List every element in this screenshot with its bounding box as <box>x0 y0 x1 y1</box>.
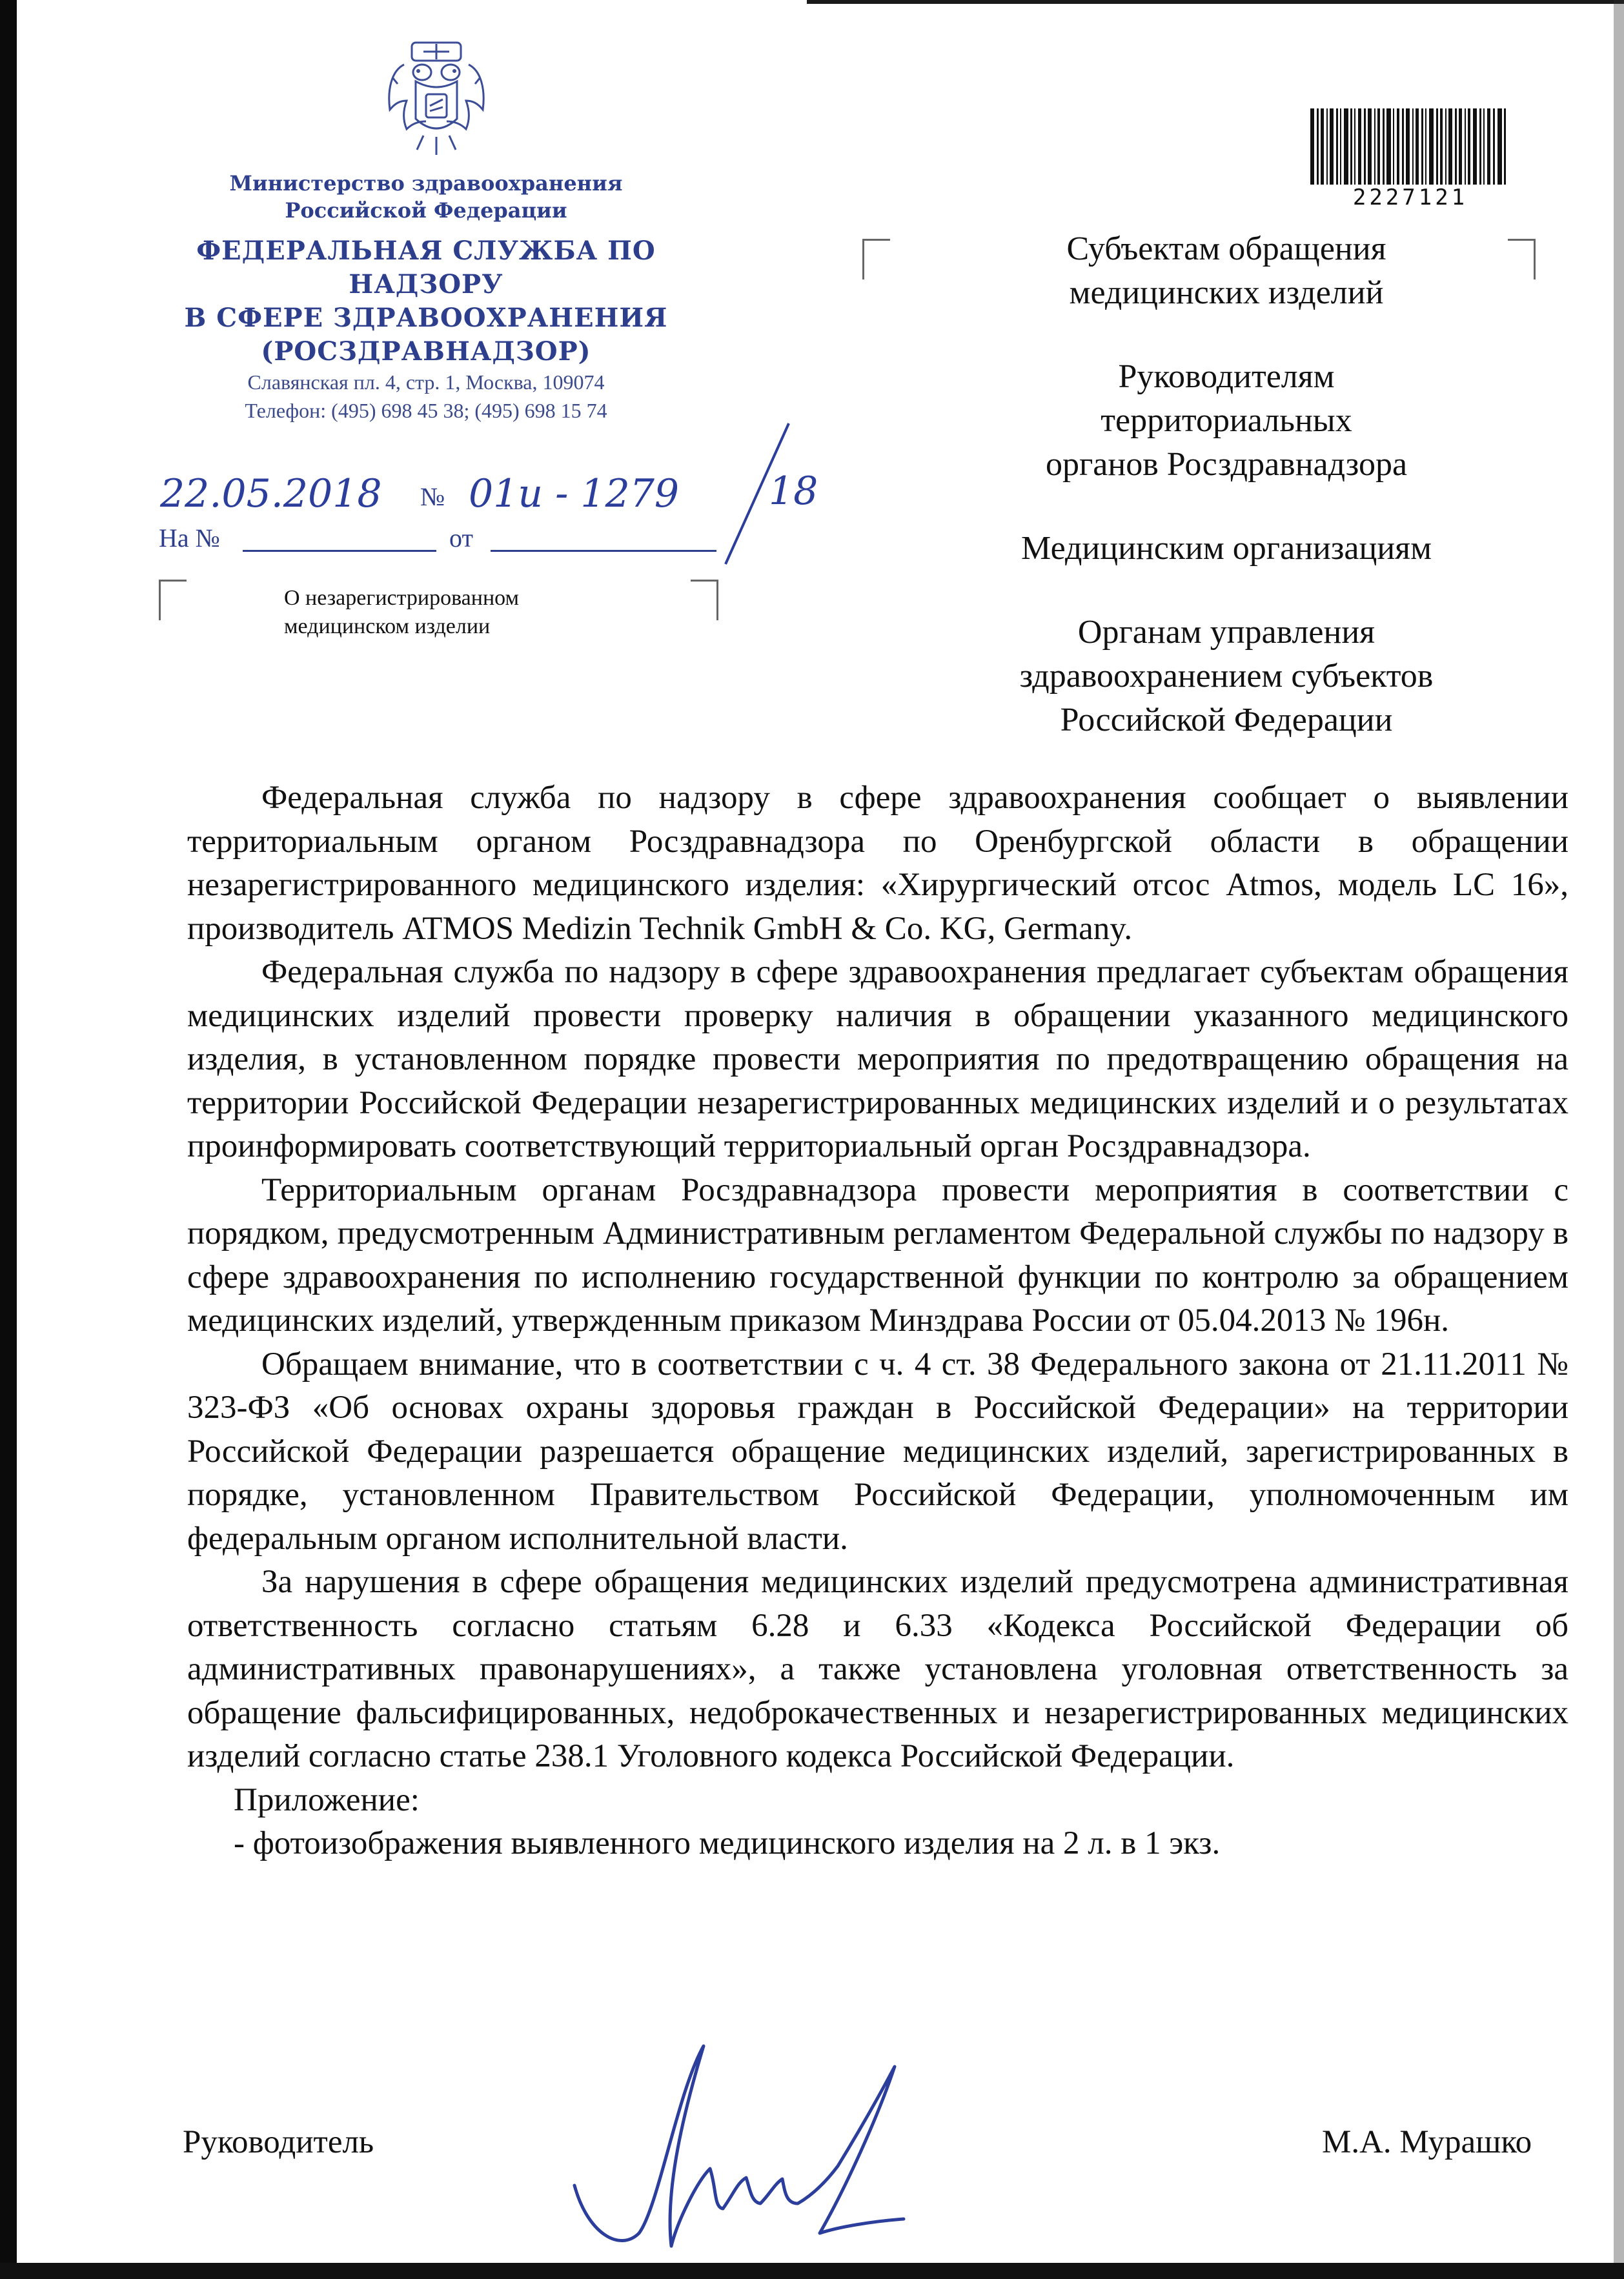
addressee-line: органов Росздравнадзора <box>1045 446 1408 483</box>
body-paragraph: Территориальным органам Росздравнадзора провести мероприятия в соответствии с порядком, предусмотренным Административным регламентом Федеральной службы по надзору в сфере здравоохранения по исполнению государственной функции по контролю за обращением медицинских изделий, утвержденным приказом Минздрава России от 05.04.2013 № 196н. <box>187 1171 1568 1339</box>
signer-position: Руководитель <box>183 2124 374 2160</box>
scan-edge-bottom <box>0 2263 1624 2279</box>
reference-date-label: от <box>449 523 473 552</box>
reference-number-label: На № <box>159 523 220 552</box>
addressee-line: здравоохранением субъектов <box>1019 658 1434 694</box>
addressee-corner-right <box>1508 239 1536 279</box>
addressee-line: Медицинским организациям <box>1021 530 1432 567</box>
registration-number-sign: № <box>420 482 445 511</box>
registration-date: 22.05.2018 <box>160 471 382 516</box>
address-line: Славянская пл. 4, стр. 1, Москва, 109074 <box>247 370 605 394</box>
addressee-line: Субъектам обращения <box>1066 230 1386 267</box>
ministry-line: Министерство здравоохранения <box>229 171 623 196</box>
service-name <box>136 234 716 369</box>
reference-row <box>159 523 740 562</box>
phone-line: Телефон: (495) 698 45 38; (495) 698 15 74 <box>245 399 607 422</box>
signer-name: М.А. Мурашко <box>1322 2124 1532 2160</box>
scan-edge-right <box>1614 0 1624 2279</box>
subject-line: медицинском изделии <box>284 614 491 638</box>
addressee-item <box>968 527 1485 571</box>
attachment-label: Приложение: <box>234 1781 420 1818</box>
addressee-line: территориальных <box>1101 402 1352 439</box>
addressee-line: Российской Федерации <box>1060 702 1393 738</box>
handwritten-signature <box>568 2040 942 2259</box>
reference-date-blank <box>491 550 716 552</box>
addressee-line: Органам управления <box>1077 614 1375 651</box>
barcode-number: 2227121 <box>1352 185 1468 210</box>
addressee-corner-left <box>862 239 890 279</box>
body-paragraph: Федеральная служба по надзору в сфере здравоохранения сообщает о выявлении территориальным органом Росздравнадзора по Оренбургской области в обращении незарегистрированного медицинского изделия: «Хирургический отсос Atmos, модель LC 16», производитель ATMOS Medizin Technik GmbH & Co. KG, Germany. <box>187 780 1568 947</box>
addressee-list <box>968 227 1485 782</box>
registration-suffix: 18 <box>769 469 818 514</box>
subject-corner-left <box>159 580 187 620</box>
letter-subject <box>284 584 519 641</box>
addressee-item <box>968 227 1485 315</box>
subject-line: О незарегистрированном <box>284 586 520 610</box>
addressee-line: медицинских изделий <box>1069 274 1384 311</box>
service-line: ФЕДЕРАЛЬНАЯ СЛУЖБА ПО НАДЗОРУ <box>196 236 656 299</box>
scan-edge-top <box>807 0 1624 4</box>
addressee-line: Руководителям <box>1118 358 1335 395</box>
ministry-name <box>136 170 716 224</box>
body-paragraph: За нарушения в сфере обращения медицинских изделий предусмотрена административная ответственность согласно статьям 6.28 и 6.33 «Кодекса Российской Федерации об административных правонарушениях», а также установлена уголовная ответственность за обращение фальсифицированных, недоброкачественных и незарегистрированных медицинских изделий согласно статье 238.1 Уголовного кодекса Российской Федерации. <box>187 1564 1568 1774</box>
addressee-item <box>968 355 1485 487</box>
scan-edge-left <box>0 0 17 2279</box>
subject-corner-right <box>691 580 718 620</box>
service-line: (РОСЗДРАВНАДЗОР) <box>261 336 591 367</box>
body-paragraph: Федеральная служба по надзору в сфере здравоохранения предлагает субъектам обращения медицинских изделий провести проверку наличия в обращении указанного медицинского изделия, в установленном порядке провести мероприятия по предотвращению обращения на территории Российской Федерации незарегистрированных медицинских изделий и о результатах проинформировать соответствующий территориальный орган Росздравнадзора. <box>187 954 1568 1164</box>
attachment-item: - фотоизображения выявленного медицинского изделия на 2 л. в 1 экз. <box>234 1825 1221 1861</box>
letter-body <box>187 776 1568 1866</box>
service-line: В СФЕРЕ ЗДРАВООХРАНЕНИЯ <box>184 303 668 333</box>
body-paragraph: Обращаем внимание, что в соответствии с ч. 4 ст. 38 Федерального закона от 21.11.2011 № 323-ФЗ «Об основах охраны здоровья граждан в Российской Федерации» на территории Российской Федерации разрешается обращение медицинских изделий, зарегистрированных в порядке, установленном Правительством Российской Федерации, уполномоченным им федеральным органом исполнительной власти. <box>187 1346 1568 1557</box>
addressee-item <box>968 611 1485 742</box>
reference-number-blank <box>243 550 436 552</box>
registration-number: 01и - 1279 <box>469 471 680 516</box>
ministry-line: Российской Федерации <box>285 198 567 223</box>
sender-address <box>136 368 716 425</box>
coat-of-arms-emblem-icon <box>385 39 488 161</box>
barcode <box>1310 108 1509 185</box>
